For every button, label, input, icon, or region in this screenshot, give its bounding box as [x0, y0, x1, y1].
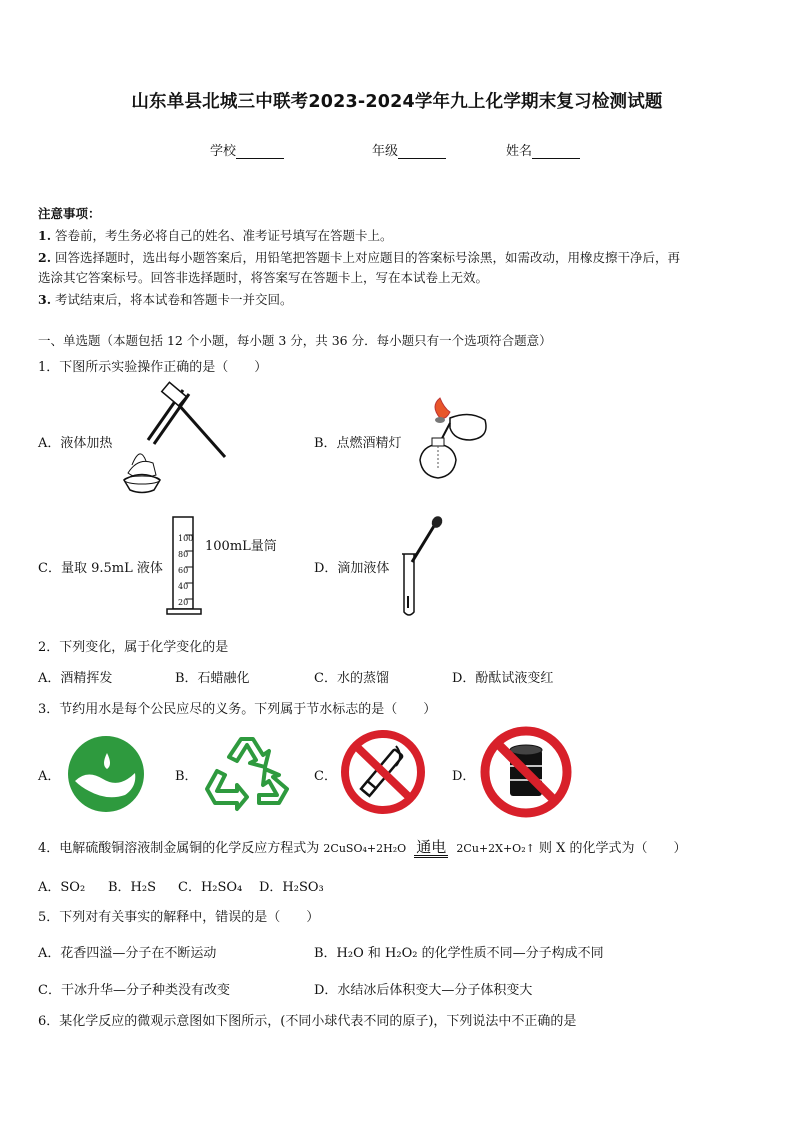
note-2: 2. 回答选择题时，选出每小题答案后，用铅笔把答题卡上对应题目的答案标号涂黑，如需改动，用橡皮擦干净后，再 — [38, 250, 681, 265]
note-1: 1. 答卷前，考生务必将自己的姓名、准考证号填写在答题卡上。 — [38, 228, 393, 243]
q2-option-d: D．酚酞试液变红 — [452, 671, 554, 686]
no-oil-drum-icon — [480, 726, 572, 818]
q5-option-c: C．干冰升华—分子种类没有改变 — [38, 983, 230, 998]
alcohol-lamp-illustration — [410, 398, 495, 488]
q4-option-c: C．H₂SO₄ — [178, 880, 243, 895]
q1-option-d: D．滴加液体 — [314, 561, 390, 576]
recycle-icon — [203, 733, 291, 811]
q1-option-b: B．点燃酒精灯 — [314, 436, 402, 451]
dropper-illustration — [398, 516, 448, 619]
q2-stem: 2．下列变化，属于化学变化的是 — [38, 640, 229, 655]
q3-option-b: B． — [175, 769, 198, 784]
note-2-cont: 选涂其它答案标号。回答非选择题时，将答案写在答题卡上，写在本试卷上无效。 — [38, 270, 489, 285]
condition-electrolysis: 通电 — [416, 838, 447, 856]
heating-liquid-illustration — [118, 385, 233, 500]
q3-option-d: D． — [452, 769, 476, 784]
note-3: 3. 考试结束后，将本试卷和答题卡一并交回。 — [38, 292, 293, 307]
q4-option-d: D．H₂SO₃ — [259, 880, 324, 895]
cylinder-scale: 100 80 60 40 20 — [178, 534, 194, 607]
q5-stem: 5．下列对有关事实的解释中，错误的是（ ） — [38, 910, 320, 925]
name-field: 姓名 — [506, 140, 580, 159]
q3-option-a: A． — [38, 769, 61, 784]
cylinder-label: 100mL量筒 — [205, 539, 277, 554]
q2-option-c: C．水的蒸馏 — [314, 671, 389, 686]
equation-right: 2Cu+2X+O₂↑ — [456, 842, 535, 855]
section-heading: 一、单选题（本题包括 12 个小题，每小题 3 分，共 36 分．每小题只有一个选项符合题意） — [38, 333, 552, 348]
notes-heading: 注意事项： — [38, 206, 101, 221]
water-saving-logo-icon — [67, 735, 145, 813]
q3-stem: 3．节约用水是每个公民应尽的义务。下列属于节水标志的是（ ） — [38, 702, 437, 717]
grade-field: 年级 — [372, 140, 446, 159]
q2-option-b: B．石蜡融化 — [175, 671, 250, 686]
q1-option-a: A．液体加热 — [38, 436, 113, 451]
q2-option-a: A．酒精挥发 — [38, 671, 113, 686]
q4-option-a: A．SO₂ — [38, 880, 86, 895]
page-title: 山东单县北城三中联考2023-2024学年九上化学期末复习检测试题 — [131, 92, 663, 112]
no-smoking-icon — [340, 728, 426, 816]
q6-stem: 6．某化学反应的微观示意图如下图所示，(不同小球代表不同的原子)，下列说法中不正确的是 — [38, 1014, 577, 1029]
school-field: 学校 — [210, 140, 284, 159]
equation-left: 2CuSO₄+2H₂O — [323, 842, 407, 855]
q1-option-c: C．量取 9.5mL 液体 — [38, 561, 163, 576]
q4-option-b: B．H₂S — [108, 880, 157, 895]
q5-option-a: A．花香四溢—分子在不断运动 — [38, 946, 217, 961]
q4-stem: 4．电解硫酸铜溶液制金属铜的化学反应方程式为 2CuSO₄+2H₂O 通电 2Cu+2X+O₂↑ 则 X 的化学式为（ ） — [38, 838, 687, 856]
q3-option-c: C． — [314, 769, 337, 784]
q1-stem: 1．下图所示实验操作正确的是（ ） — [38, 360, 268, 375]
q5-option-d: D．水结冰后体积变大—分子体积变大 — [314, 983, 533, 998]
q5-option-b: B．H₂O 和 H₂O₂ 的化学性质不同—分子构成不同 — [314, 946, 604, 961]
